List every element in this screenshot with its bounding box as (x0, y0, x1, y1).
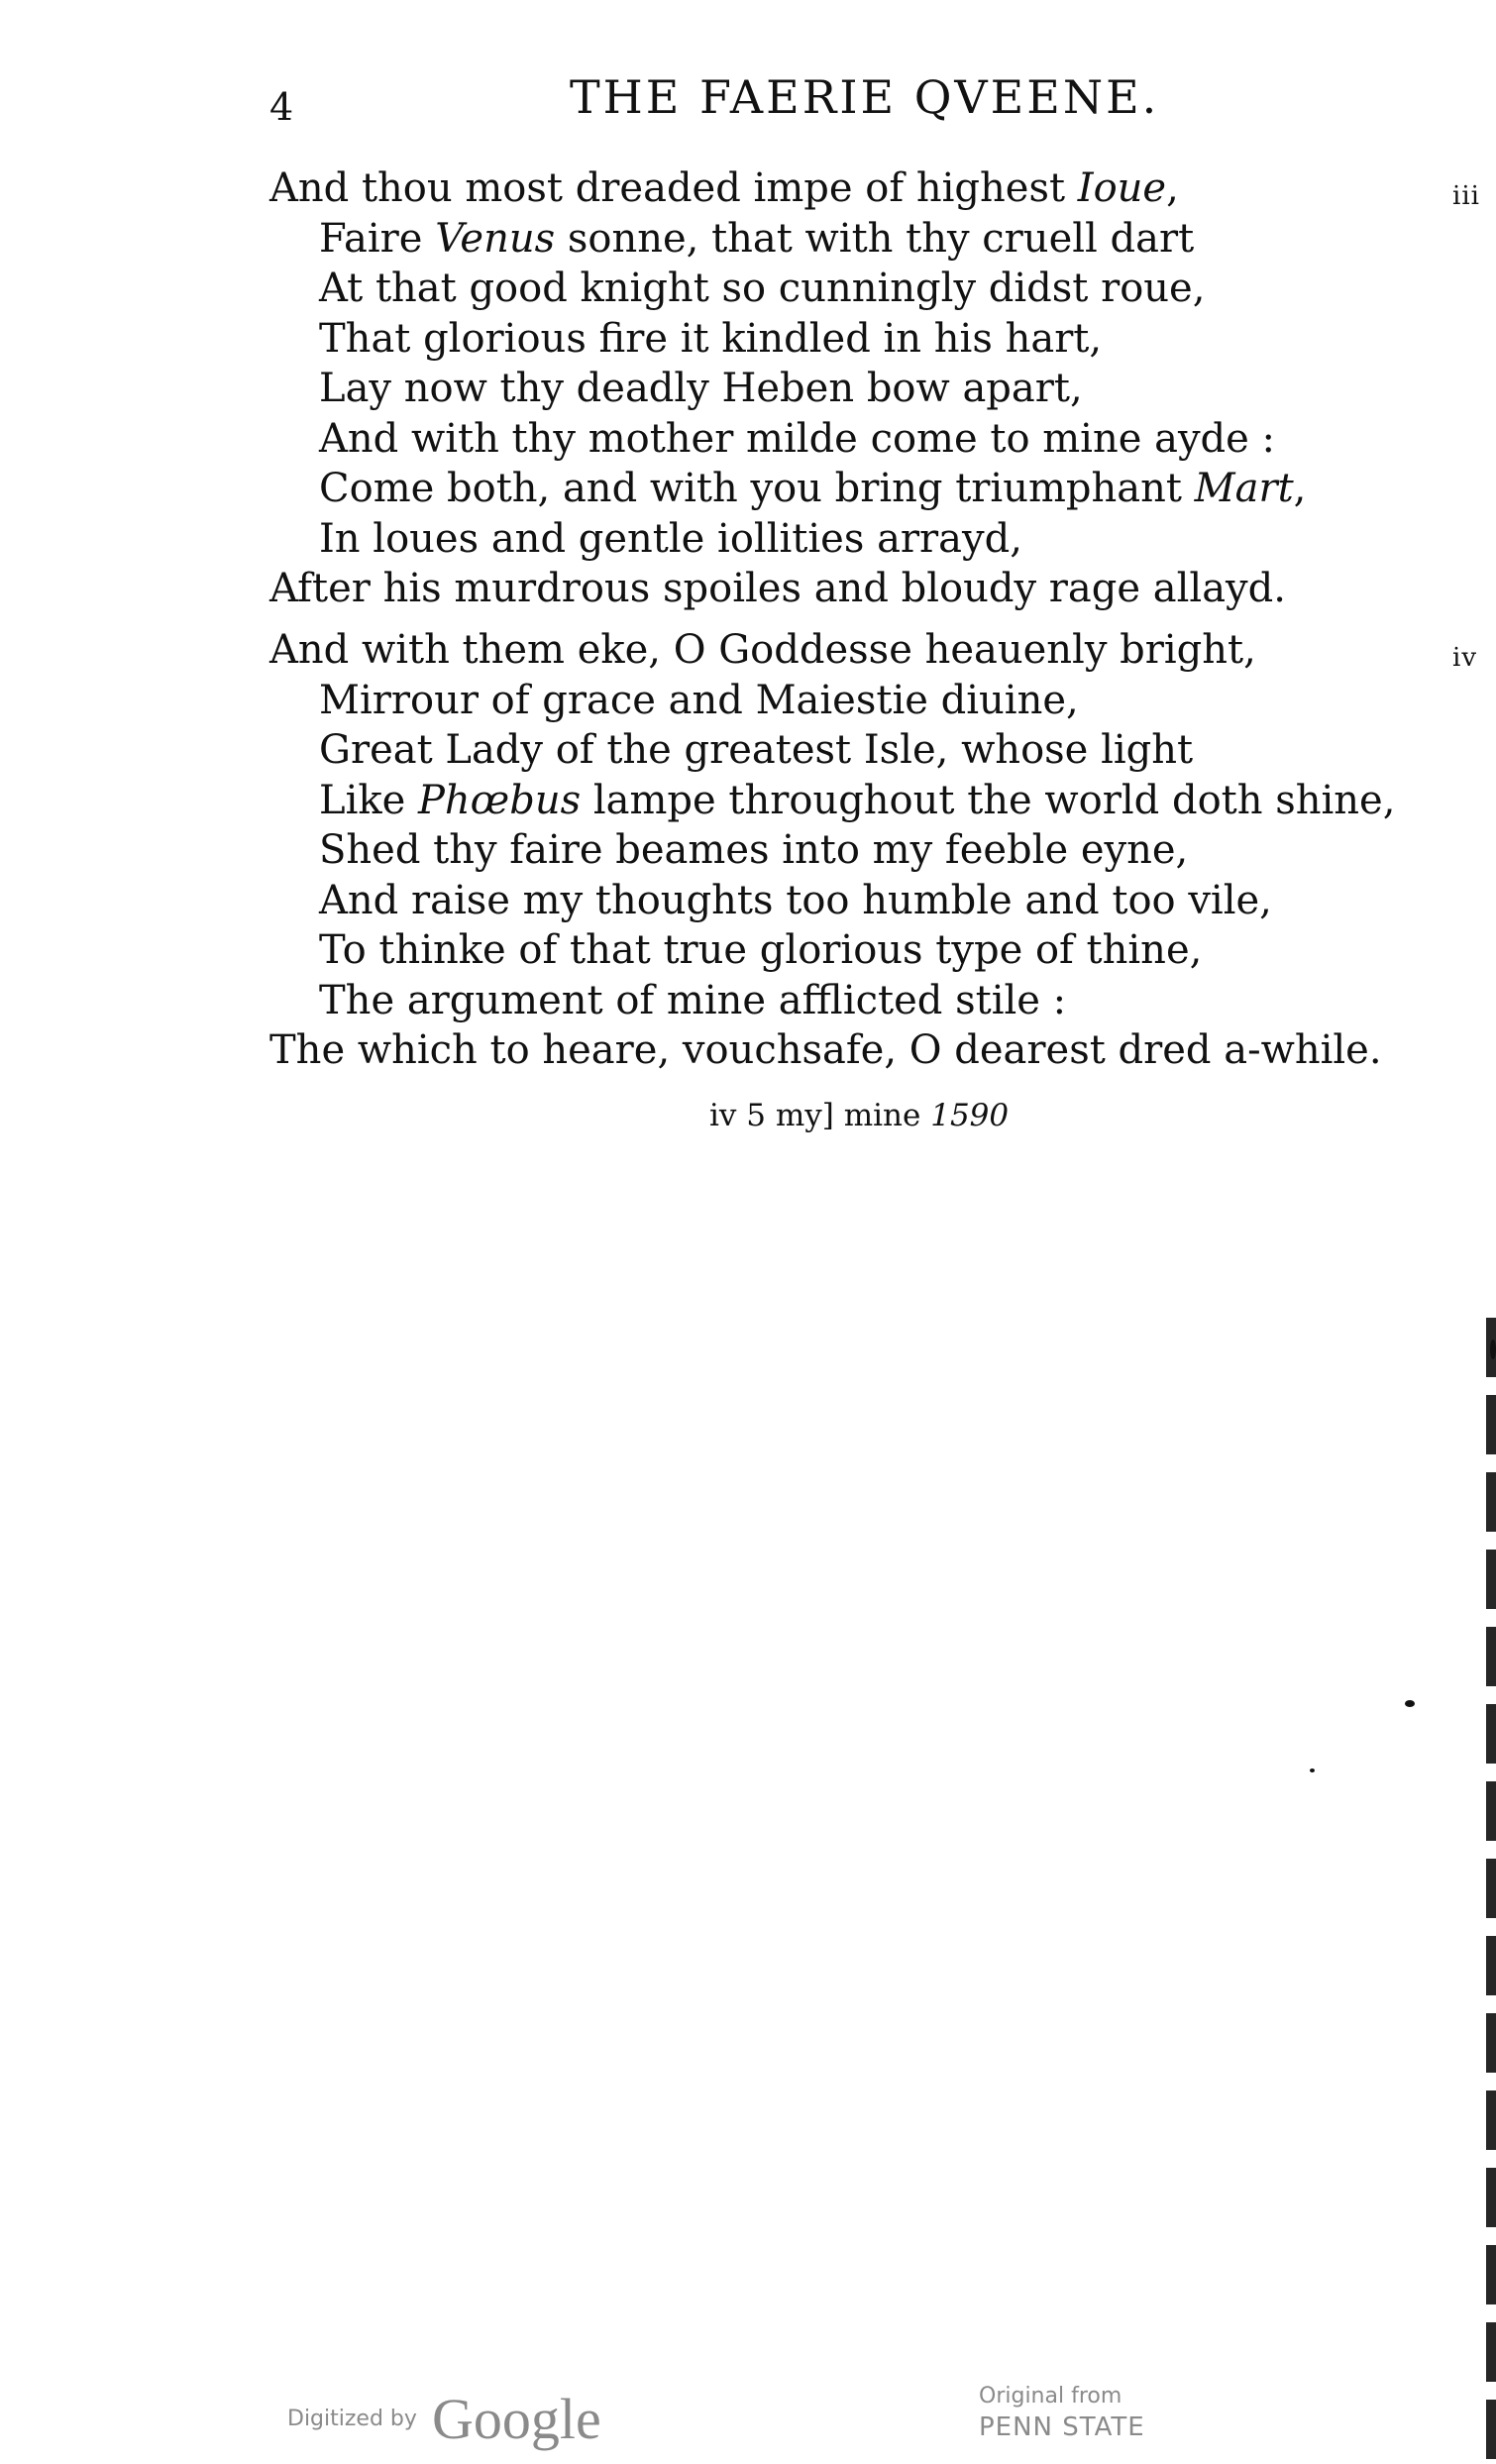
verse-text: And with them eke, O Goddesse heauenly bright, (269, 627, 1256, 673)
verse-line (269, 163, 1306, 214)
verse-text: Shed thy faire beames into my feeble eyne, (319, 827, 1189, 873)
digitized-label: Digitized by (287, 2407, 417, 2431)
italic-name: Venus (435, 215, 556, 262)
scan-speck (1310, 1768, 1315, 1772)
verse-text: Faire (319, 215, 436, 262)
verse-text: lampe throughout the world doth shine, (581, 777, 1396, 823)
footnote-year: 1590 (930, 1098, 1010, 1133)
verse-line (269, 625, 1395, 676)
verse-text: That glorious fire it kindled in his hart, (319, 315, 1103, 362)
verse-text: At that good knight so cunningly didst roue, (319, 266, 1206, 311)
verse-text: And thou most dreaded impe of highest (269, 165, 1078, 211)
verse-text: Lay now thy deadly Heben bow apart, (319, 366, 1083, 411)
verse-text: The which to heare, vouchsafe, O dearest dred a-while. (269, 1027, 1382, 1073)
verse-line (269, 676, 1395, 726)
footnote (709, 1096, 1009, 1135)
verse-line (269, 725, 1395, 776)
footnote-ref: iv 5 my] (709, 1098, 834, 1133)
scan-speck (1490, 1339, 1496, 1359)
verse-line (269, 876, 1395, 926)
verse-text: To thinke of that true glorious type of thine, (319, 927, 1203, 973)
italic-name: Ioue (1077, 165, 1167, 211)
verse-text: Come both, and with you bring triumphant (319, 466, 1195, 511)
verse-line (269, 414, 1306, 465)
verse-text: sonne, that with thy cruell dart (555, 215, 1195, 262)
original-label: Original from (979, 2384, 1122, 2409)
verse-text: And with thy mother milde come to mine ayde : (319, 415, 1276, 462)
page-number: 4 (269, 85, 294, 129)
digitized-by (287, 2386, 601, 2452)
verse-text: Like (319, 777, 418, 823)
verse-line (269, 214, 1306, 265)
verse-text: The argument of mine afflicted stile : (319, 977, 1067, 1023)
verse-line (269, 825, 1395, 876)
scan-speck (1405, 1700, 1415, 1707)
original-from (979, 2382, 1145, 2443)
italic-name: Phœbus (417, 777, 582, 823)
verse-line (269, 776, 1395, 826)
footnote-reading: mine (843, 1098, 921, 1133)
verse-line (269, 514, 1306, 565)
verse-text: And raise my thoughts too humble and too vile, (319, 877, 1272, 923)
binding-edge (1486, 1318, 1496, 2464)
stanza (269, 625, 1395, 1076)
verse-line (269, 264, 1306, 314)
verse-text: , (1166, 165, 1179, 211)
verse-text: , (1293, 466, 1307, 511)
stanza (269, 163, 1306, 614)
verse-line (269, 976, 1395, 1026)
verse-line (269, 464, 1306, 514)
verse-text: Great Lady of the greatest Isle, whose light (319, 727, 1194, 773)
italic-name: Mart (1194, 466, 1294, 511)
verse-line (269, 925, 1395, 976)
running-head-title: THE FAERIE QVEENE. (570, 70, 1160, 124)
verse-line (269, 364, 1306, 414)
verse-text: Mirrour of grace and Maiestie diuine, (319, 677, 1079, 723)
stanza-number: iv (1452, 643, 1478, 673)
verse-text: In loues and gentle iollities arrayd, (319, 515, 1022, 562)
google-logo: Google (432, 2387, 601, 2451)
stanza-number: iii (1452, 181, 1480, 211)
original-institution: PENN STATE (979, 2412, 1145, 2442)
verse-text: After his murdrous spoiles and bloudy rage allayd. (269, 566, 1286, 611)
verse-line (269, 1025, 1395, 1076)
verse-line (269, 564, 1306, 614)
verse-line (269, 314, 1306, 365)
